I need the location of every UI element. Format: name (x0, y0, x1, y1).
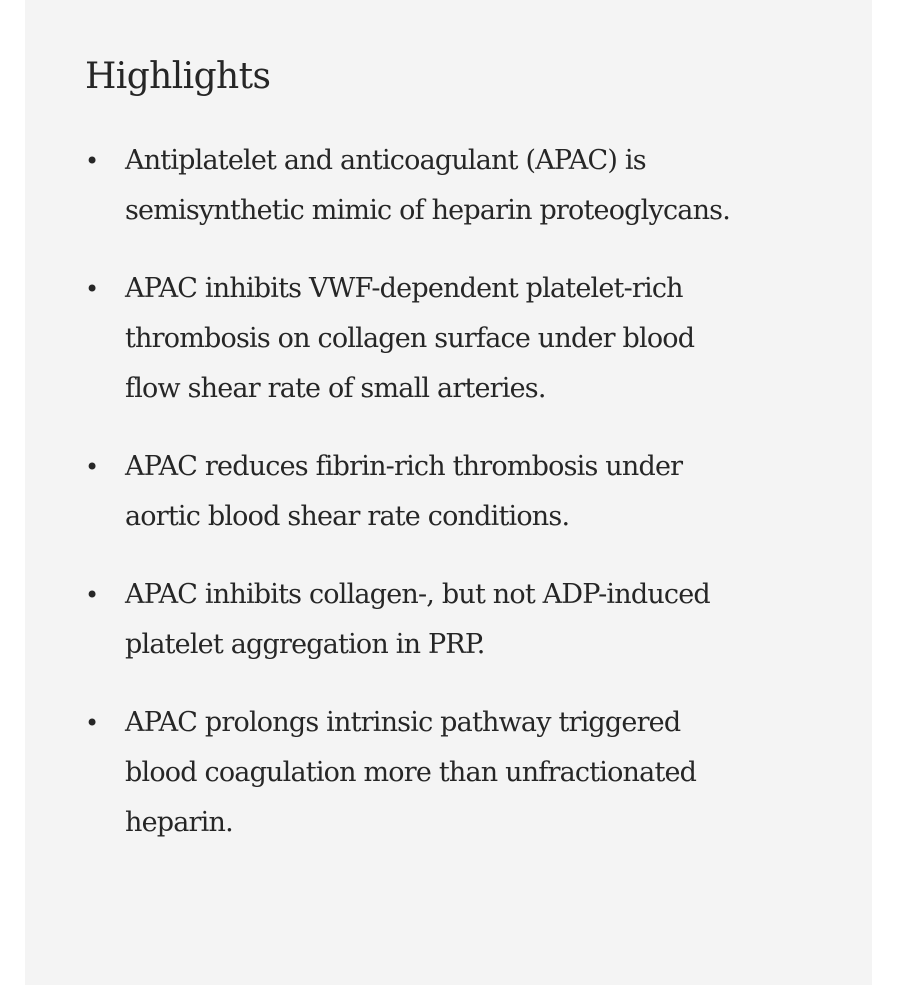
highlight-text-4: APAC inhibits collagen-, but not ADP-induced platelet aggregation in PRP. (125, 579, 710, 660)
bullet-icon: • (85, 275, 99, 303)
bullet-icon: • (85, 581, 99, 609)
highlight-item-3 (85, 442, 745, 542)
highlight-item-1 (85, 136, 745, 236)
highlight-text-3: APAC reduces fibrin-rich thrombosis under aortic blood shear rate conditions. (125, 451, 683, 532)
bullet-icon: • (85, 453, 99, 481)
highlight-text-1: Antiplatelet and anticoagulant (APAC) is semisynthetic mimic of heparin proteoglycans. (125, 145, 731, 226)
highlight-text-5: APAC prolongs intrinsic pathway triggered blood coagulation more than unfractionated heparin. (125, 707, 697, 838)
highlight-item-5 (85, 698, 745, 848)
bullet-icon: • (85, 709, 99, 737)
highlight-item-2 (85, 264, 745, 414)
highlights-panel (25, 0, 872, 985)
highlights-heading: Highlights (85, 56, 271, 97)
bullet-icon: • (85, 147, 99, 175)
highlights-list (85, 136, 872, 848)
highlight-text-2: APAC inhibits VWF-dependent platelet-rich thrombosis on collagen surface under blood flow shear rate of small arteries. (125, 273, 695, 404)
highlight-item-4 (85, 570, 745, 670)
